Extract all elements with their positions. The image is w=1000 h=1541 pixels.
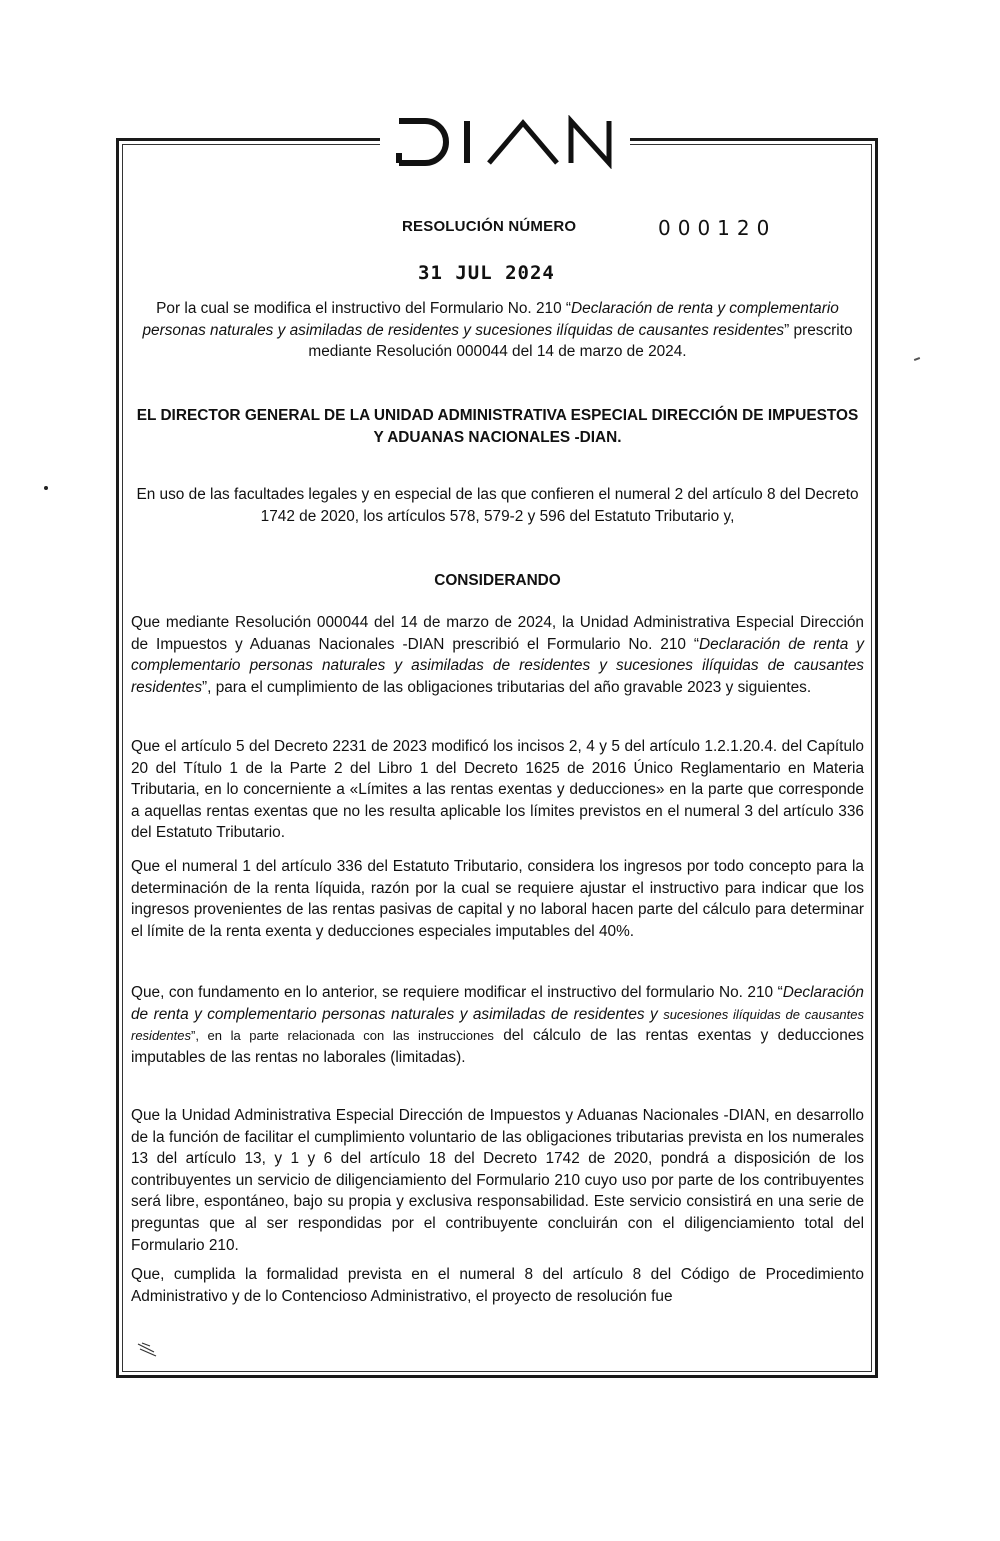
summary-form-title: Declaración de renta y complementario personas naturales y asimiladas de residentes y sucesiones ilíquidas de causantes residentes xyxy=(142,300,839,339)
resolution-label: RESOLUCIÓN NÚMERO xyxy=(402,218,577,235)
initials-mark-icon xyxy=(136,1340,158,1360)
paragraph-4-text-c: del cálculo de las rentas exentas y deducciones imputables de las rentas no laborales (limitadas). xyxy=(131,1027,865,1066)
paragraph-1 xyxy=(131,612,864,698)
paragraph-4-text-b: ”, en la parte relacionada con las instrucciones xyxy=(190,1028,494,1044)
dian-logo-mark xyxy=(385,115,625,169)
scan-mark xyxy=(914,357,920,361)
paragraph-2: Que el artículo 5 del Decreto 2231 de 2023 modificó los incisos 2, 4 y 5 del artículo 1.2.1.20.4. del Capítulo 20 del Título 1 de la Parte 2 del Libro 1 del Decreto 1625 de 2016 Único Reglamentario en Materia Tributaria, en lo concerniente a «Límites a las rentas exentas y deducciones» en la parte que corresponde a aquellas rentas exentas que no les resulta aplicable los límites previstos en el numeral 3 del artículo 336 del Estatuto Tributario. xyxy=(131,738,864,842)
resolution-number: 000120 xyxy=(658,216,777,240)
paragraph-5: Que la Unidad Administrativa Especial Dirección de Impuestos y Aduanas Nacionales -DIAN, en desarrollo de la función de facilitar el cumplimiento voluntario de las obligaciones tributarias prevista en los numerales 13 del artículo 13, y 1 y 6 del artículo 18 del Decreto 1742 de 2020, pondrá a disposición de los contribuyentes un servicio de diligenciamiento del Formulario 210 cuyo uso por parte de los contribuyentes será libre, espontáneo, bajo su propia y exclusiva responsabilidad. Este servicio consistirá en una serie de preguntas que al ser respondidas por el contribuyente concluirán con el diligenciamiento total del Formulario 210. xyxy=(131,1107,864,1254)
paragraph-4-form-title-2: sucesiones ilíquidas de causantes residentes xyxy=(131,1006,864,1044)
resolution-summary xyxy=(131,298,864,363)
resolution-header xyxy=(0,216,1000,240)
summary-text-2: ” prescrito mediante Resolución 000044 del 14 de marzo de 2024. xyxy=(308,321,853,361)
date-stamp: 31 JUL 2024 xyxy=(418,262,555,284)
paragraph-4-form-title-1: Declaración de renta y complementario personas naturales y asimiladas de residentes y xyxy=(131,984,864,1023)
paragraph-1-form-title: Declaración de renta y complementario personas naturales y asimiladas de residentes y sucesiones ilíquidas de causantes residentes xyxy=(131,635,864,696)
paragraph-4 xyxy=(131,982,864,1068)
director-title: EL DIRECTOR GENERAL DE LA UNIDAD ADMINISTRATIVA ESPECIAL DIRECCIÓN DE IMPUESTOS Y ADUANAS NACIONALES -DIAN. xyxy=(136,407,859,446)
paragraph-3: Que el numeral 1 del artículo 336 del Estatuto Tributario, considera los ingresos por todo concepto para la determinación de la renta líquida, razón por la cual se requiere ajustar el instructivo para indicar que los ingresos provenientes de las rentas pasivas de capital y no laboral hacen parte del cálculo para determinar el límite de la renta exenta y deducciones especiales imputables del 40%. xyxy=(131,858,864,940)
considerando-heading: CONSIDERANDO xyxy=(434,572,561,589)
dian-logo xyxy=(380,112,630,172)
legal-faculties: En uso de las facultades legales y en especial de las que confieren el numeral 2 del artículo 8 del Decreto 1742 de 2020, los artículos 578, 579-2 y 596 del Estatuto Tributario y, xyxy=(136,486,859,525)
scan-speck xyxy=(44,486,48,490)
paragraph-4-text-a: Que, con fundamento en lo anterior, se requiere modificar el instructivo del formulario No. 210 “ xyxy=(131,984,783,1001)
paragraph-1-text-b: ”, para el cumplimiento de las obligaciones tributarias del año gravable 2023 y siguientes. xyxy=(202,678,812,696)
paragraph-6: Que, cumplida la formalidad prevista en el numeral 8 del artículo 8 del Código de Procedimiento Administrativo y de lo Contencioso Administrativo, el proyecto de resolución fue xyxy=(131,1266,864,1305)
summary-text-1: Por la cual se modifica el instructivo del Formulario No. 210 “ xyxy=(156,300,572,317)
paragraph-1-text-a: Que mediante Resolución 000044 del 14 de marzo de 2024, la Unidad Administrativa Especial Dirección de Impuestos y Aduanas Nacionales -DIAN prescribió el Formulario No. 210 “ xyxy=(131,614,864,653)
